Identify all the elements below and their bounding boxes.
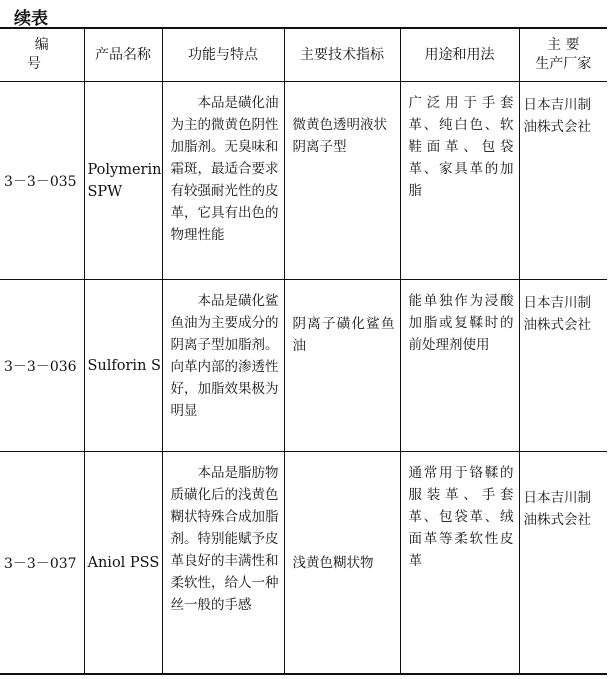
product-name: Polymerin SPW — [84, 82, 162, 280]
usage-cell: 广泛用于手套革、纯白色、软鞋面革、包袋革、家具革的加脂 — [400, 82, 519, 280]
usage-cell: 能单独作为浸酸加脂或复鞣时的前处理剂使用 — [400, 280, 519, 452]
specs-cell: 浅黄色糊状物 — [284, 452, 400, 675]
product-table — [0, 27, 607, 675]
specs-cell: 阴离子磺化鲨鱼油 — [284, 280, 400, 452]
features-cell: 本品是磺化鲨鱼油为主要成分的阴离子型加脂剂。向革内部的渗透性好，加脂效果极为明显 — [162, 280, 284, 452]
table-row — [0, 452, 607, 675]
header-specs: 主要技术指标 — [284, 28, 400, 82]
manufacturer-cell: 日本吉川制油株式会社 — [519, 82, 607, 280]
product-number: 3－3－036 — [0, 280, 84, 452]
product-number: 3－3－037 — [0, 452, 84, 675]
table-caption: 续表 — [14, 9, 48, 29]
manufacturer-cell: 日本吉川制油株式会社 — [519, 452, 607, 675]
features-cell: 本品是脂肪物质磺化后的浅黄色糊状特殊合成加脂剂。特别能赋予皮革良好的丰满性和柔软性，给人一种丝一般的手感 — [162, 452, 284, 675]
header-features: 功能与特点 — [162, 28, 284, 82]
header-manufacturer: 主 要 生产厂家 — [519, 28, 607, 82]
header-usage: 用途和用法 — [400, 28, 519, 82]
usage-cell: 通常用于铬鞣的服装革、手套革、包袋革、绒面革等柔软性皮革 — [400, 452, 519, 675]
header-number: 编 号 — [0, 28, 84, 82]
table-row — [0, 280, 607, 452]
specs-cell: 微黄色透明液状 阴离子型 — [284, 82, 400, 280]
features-cell: 本品是磺化油为主的微黄色阴性加脂剂。无臭味和霜斑，最适合要求有较强耐光性的皮革，它具有出色的物理性能 — [162, 82, 284, 280]
product-number: 3－3－035 — [0, 82, 84, 280]
product-name: Aniol PSS — [84, 452, 162, 675]
header-product-name: 产品名称 — [84, 28, 162, 82]
header-row — [0, 28, 607, 82]
product-name: Sulforin S — [84, 280, 162, 452]
table-row — [0, 82, 607, 280]
manufacturer-cell: 日本吉川制油株式会社 — [519, 280, 607, 452]
